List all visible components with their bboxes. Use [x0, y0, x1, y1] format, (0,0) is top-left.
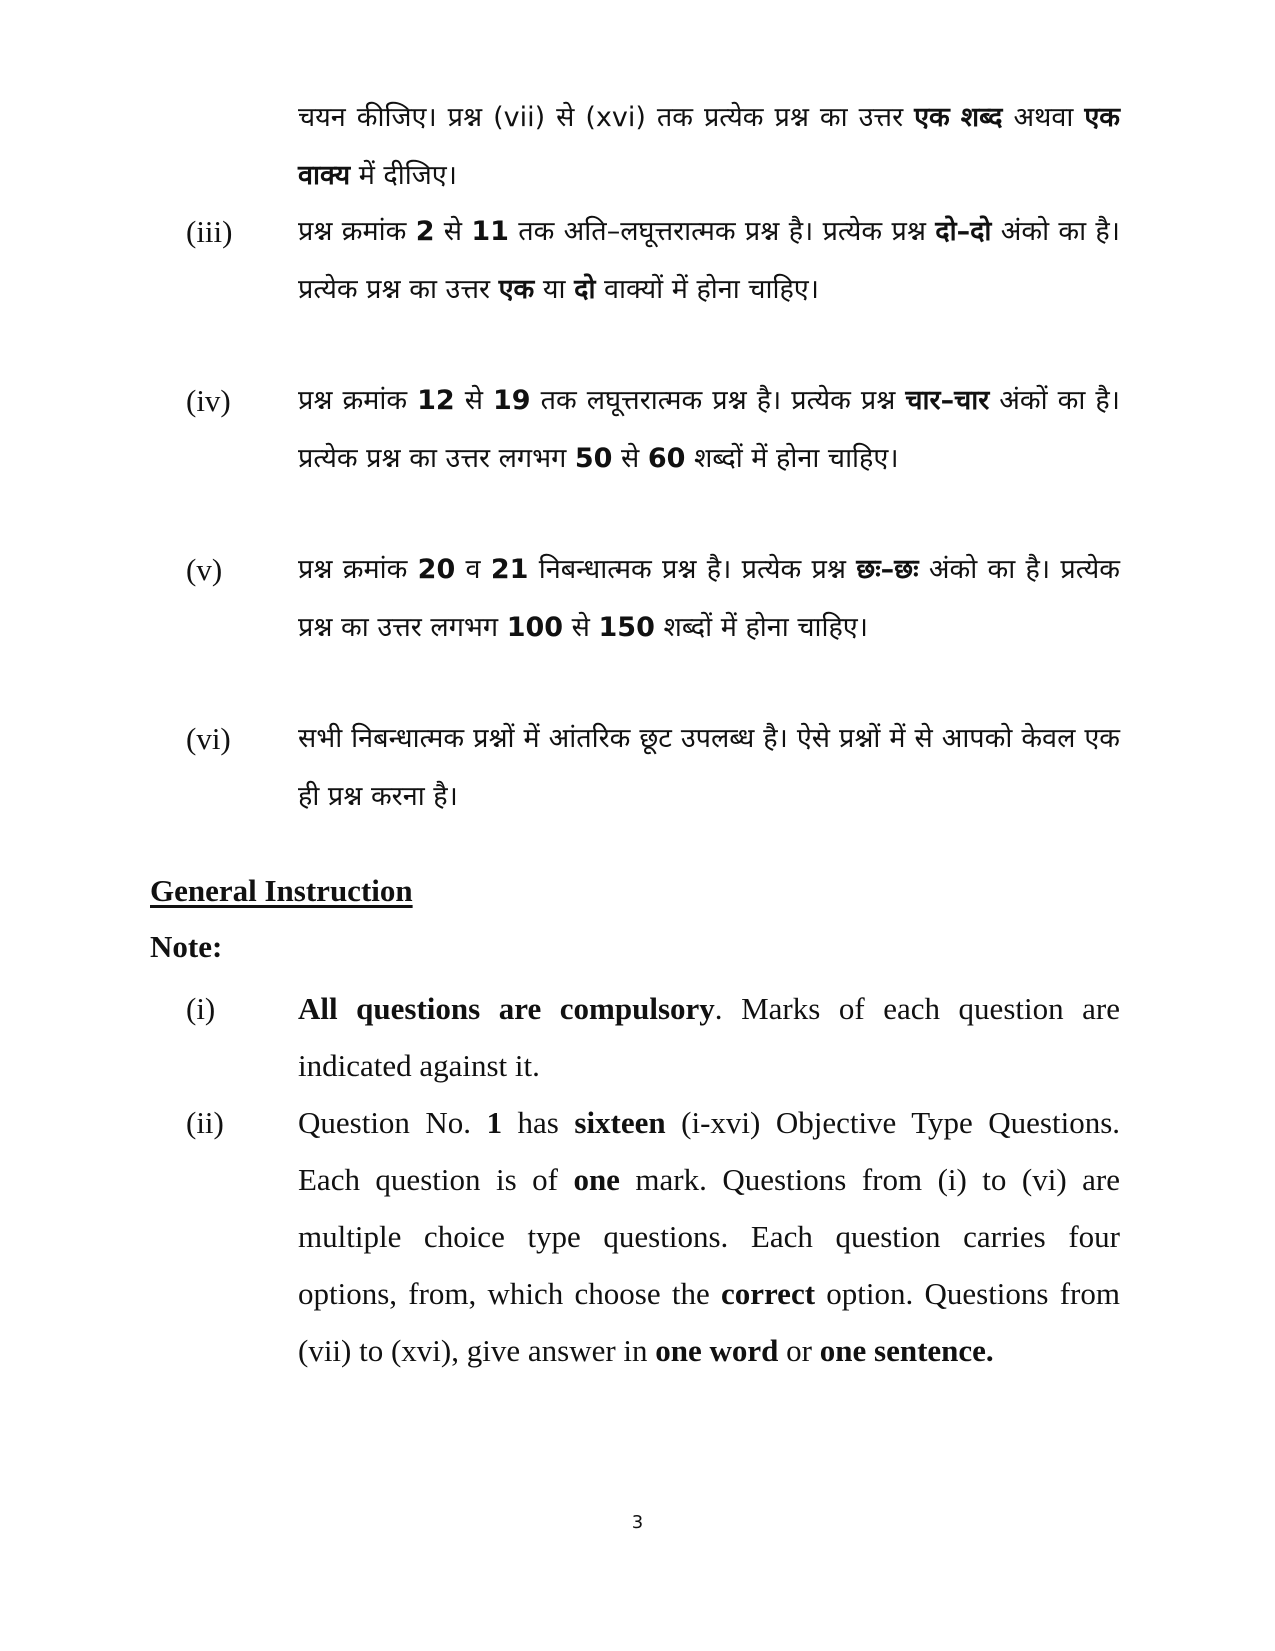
- instruction-text: सभी निबन्धात्मक प्रश्नों में आंतरिक छूट उपलब्ध है। ऐसे प्रश्नों में से आपको केवल एक ही प्रश्न करना है।: [298, 723, 1120, 812]
- bold-shabd: शब्द: [960, 102, 1003, 133]
- instruction-text: Question No. 1 has sixteen (i-xvi) Objective Type Questions. Each question is of one mark. Questions from (i) to (vi) are multiple choice type questions. Each question carries four options, from, which choose the correct option. Questions from (vii) to (xvi), give answer in one word or one sentence.: [298, 1105, 1121, 1368]
- item-number: (iv): [186, 383, 231, 418]
- section-heading: General Instruction: [150, 873, 413, 908]
- item-number: (vi): [186, 721, 231, 756]
- continuation-text: अथवा: [1002, 102, 1085, 133]
- item-number: (iii): [186, 214, 233, 249]
- hindi-continuation-paragraph: [298, 89, 1120, 205]
- instruction-text: प्रश्न क्रमांक 20 व 21 निबन्धात्मक प्रश्न है। प्रत्येक प्रश्न छः–छः अंको का है। प्रत्येक प्रश्न का उत्तर लगभग 100 से 150 शब्दों में होना चाहिए।: [298, 554, 1121, 643]
- bold-ek: एक: [914, 102, 950, 133]
- item-number: (ii): [186, 1105, 224, 1140]
- item-number: (v): [186, 552, 223, 587]
- note-label: Note:: [150, 929, 223, 964]
- continuation-text: में दीजिए।: [350, 160, 457, 191]
- item-number: (i): [186, 991, 216, 1026]
- continuation-text: चयन कीजिए। प्रश्न (vii) से (xvi) तक प्रत्येक प्रश्न का उत्तर: [298, 102, 915, 133]
- page-number: 3: [631, 1512, 644, 1533]
- instruction-text: प्रश्न क्रमांक 12 से 19 तक लघूत्तरात्मक प्रश्न है। प्रत्येक प्रश्न चार–चार अंकों का है। प्रत्येक प्रश्न का उत्तर लगभग 50 से 60 शब्दों में होना चाहिए।: [298, 385, 1120, 474]
- instruction-text: प्रश्न क्रमांक 2 से 11 तक अति–लघूत्तरात्मक प्रश्न है। प्रत्येक प्रश्न दो–दो अंको का है। प्रत्येक प्रश्न का उत्तर एक या दो वाक्यों में होना चाहिए।: [298, 216, 1120, 305]
- bold-ek-vakya: एक वाक्य: [298, 102, 1120, 191]
- instruction-text: All questions are compulsory. Marks of each question are indicated against it.: [298, 991, 1120, 1083]
